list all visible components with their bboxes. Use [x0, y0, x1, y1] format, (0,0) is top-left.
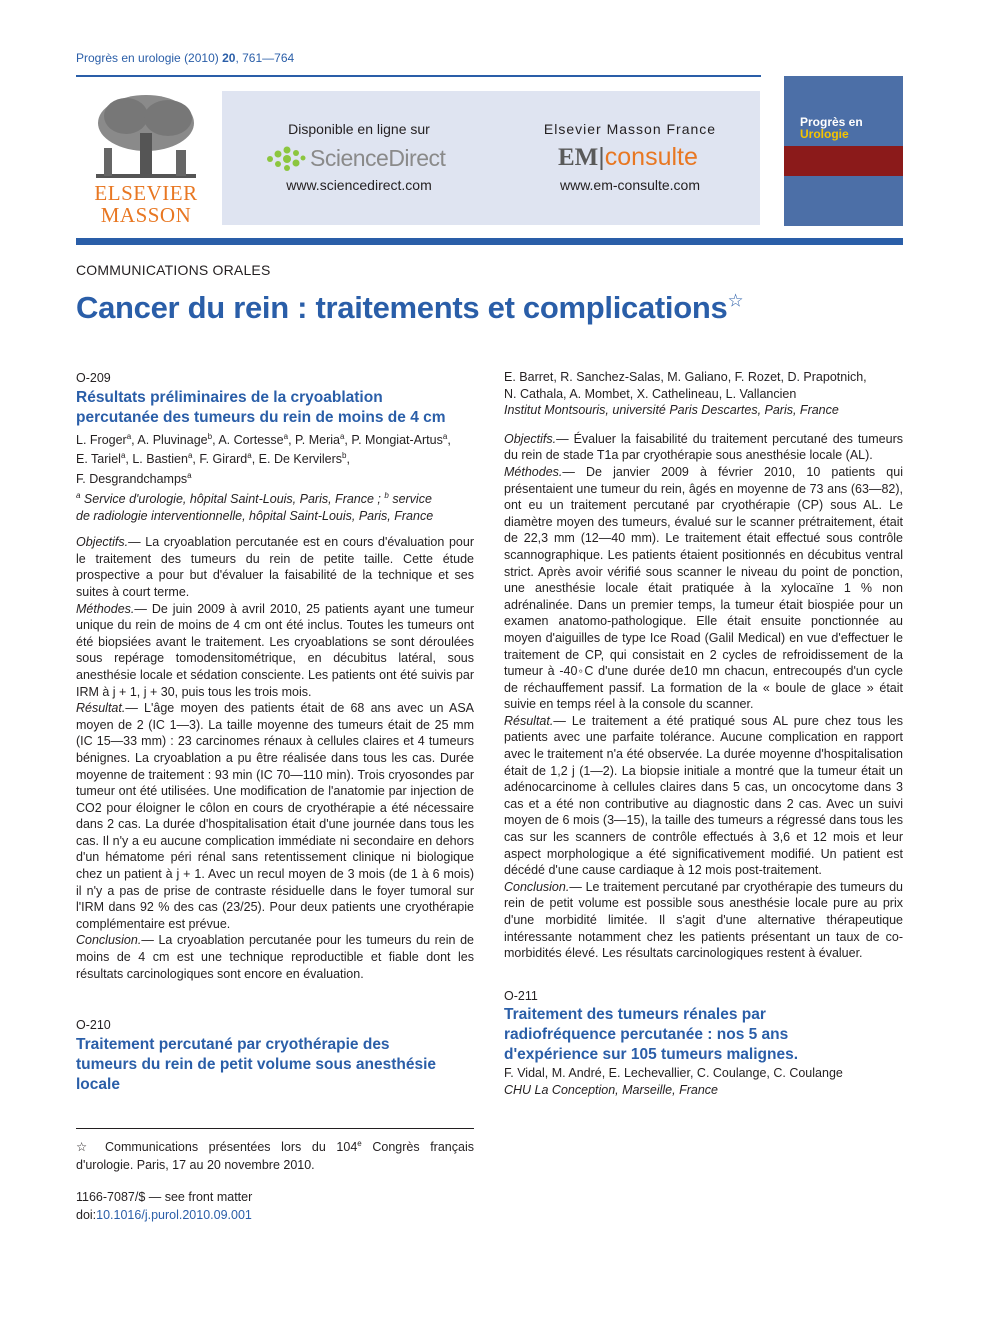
emconsulte-logo: EM|consulte — [558, 143, 698, 171]
abstract-title: Traitement des tumeurs rénales par radiofréquence percutanée : nos 5 ans d'expérience sur 105 tumeurs malignes. — [504, 1006, 799, 1064]
header-top-rule — [76, 75, 761, 77]
emconsulte-label: Elsevier Masson France — [543, 121, 717, 137]
footnote: ☆ Communications présentées lors du 104e Congrès français d'urologie. Paris, 17 au 20 novembre 2010. — [76, 1139, 474, 1173]
issn-doi: 1166-7087/$ — see front matter doi:10.1016/j.purol.2010.09.001 — [76, 1190, 253, 1222]
abstract-title: Résultats préliminaires de la cryoablation percutanée des tumeurs du rein de moins de 4 cm — [76, 388, 446, 426]
abstract-authors: L. Froger$^a$, A. Pluvinage$^b$, A. Cortesse$^a$, P. Meria$^a$, P. Mongiat-Artus$^a$, E. Tariel$^a$, L. Bastien$^a$, F. Girard$^a$, E. De Kervilers$^b$, F. Desgrandchamps$^a$ — [76, 431, 451, 487]
left-column — [76, 370, 474, 1095]
sciencedirect-url[interactable]: www.sciencedirect.com — [286, 177, 432, 193]
abstract-affiliation: CHU La Conception, Marseille, France — [504, 1082, 718, 1097]
abstract-number: O-209 — [76, 371, 111, 385]
right-column — [504, 369, 903, 1099]
elsevier-masson-wordmark: ELSEVIER MASSON — [94, 181, 198, 227]
abstract-conclusion: Conclusion.— Le traitement percutané par cryothérapie des tumeurs du rein de petit volume est possible sous anesthésie locale pure au prix d'une morbidité limitée. Il s'agit d'une alternative thérapeutique intéressante notamment chez les patients présentant un taux de co-morbidités élevé. Les résultats carcinologiques restent à évaluer. — [504, 879, 903, 961]
sciencedirect-logo: ScienceDirect — [310, 145, 446, 171]
journal-cover-thumbnail — [784, 76, 903, 226]
abstract-affiliation: Institut Montsouris, université Paris Descartes, Paris, France — [504, 403, 839, 418]
abstract-methodes: Méthodes.— De juin 2009 à avril 2010, 25 patients ayant une tumeur unique du rein de moins de 4 cm ont été inclus. Toutes les tumeurs ont été biopsiées avant le traitement. Les cryoablations se sont déroulées sous repérage tomodensitométrique, en décubitus latéral, sous anesthésie locale et sédation consciente. Les patients ont été suivis par IRM à j + 1, j + 30, puis tous les trois mois. — [76, 601, 474, 699]
cover-image-band — [784, 146, 903, 176]
abstract-affiliation: $^a$ Service d'urologie, hôpital Saint-Louis, Paris, France ; $^b$ service de radiologie interventionnelle, hôpital Saint-Louis, Paris, France — [76, 490, 434, 523]
title-footnote-marker: ☆ — [727, 290, 744, 311]
page-title: Cancer du rein : traitements et complications☆ — [76, 290, 744, 325]
abstract-number: O-211 — [504, 988, 538, 1003]
abstract-authors: F. Vidal, M. André, E. Lechevallier, C. Coulange, C. Coulange — [504, 1066, 843, 1081]
doi-link[interactable]: 10.1016/j.purol.2010.09.001 — [96, 1208, 252, 1222]
header-bottom-rule — [76, 238, 903, 245]
abstract-resultat: Résultat.— L'âge moyen des patients était de 68 ans avec un ASA moyen de 2 (IC 1—3). La taille moyenne des tumeurs était de 25 mm (IC 15—33 mm) : 23 carcinomes rénaux à cellules claires et 4 tumeurs bénignes. La cryoablation a pu être réalisée dans tous les cas. Durée moyenne de traitement : 93 min (IC 70—110 min). Trois cryosondes par tumeur ont été utilisées. Une modification de l'anatomie par injection de CO2 pour éloigner le côlon en cours de cryothérapie a été nécessaire dans 2 cas. La durée d'hospitalisation était d'une journée dans tous les cas. Il n'y a eu aucune complication immédiate ni secondaire en dehors d'un hématome péri rénal sans retentissement clinique ni biologique chez un patient à j + 1. Avec un recul moyen de 3 mois (de 1 à 6 mois) il n'y a pas de prise de contraste résiduelle dans le foyer tumoral sur l'IRM dans 92 % des cas (23/25). Pour deux patients une cryothérapie complémentaire est prévue. — [76, 701, 474, 931]
abstract-objectifs: Objectifs.— La cryoablation percutanée est en cours d'évaluation pour le traitement des tumeurs du rein de petite taille. Cette étude prospective a pour but d'évaluer la faisabilité de la technique et ses suites à court terme. — [76, 535, 474, 599]
emconsulte-url[interactable]: www.em-consulte.com — [559, 177, 701, 193]
abstract-objectifs: Objectifs.— Évaluer la faisabilité du traitement percutané des tumeurs du rein de stade T1a par cryothérapie sous anesthésie locale (AL). — [504, 431, 903, 463]
footnote-rule — [76, 1128, 474, 1129]
abstract-methodes: Méthodes.— De janvier 2009 à février 2010, 10 patients qui présentaient une tumeur du rein, âgés en moyenne de 73 ans (63—82), ont eu un traitement percutané par cryothérapie (CP) sous AL. Le diamètre moyen des tumeurs, évalué sur le scanner prétraitement, était de 22,3 mm (12—40 mm). Le traitement était effectué sous contrôle scannographique. Les patients étaient positionnés en décubitus ventral strict. Après avoir vérifié sous scanner le niveau du point de ponction, une anesthésie locale était pratiquée à la xylocaïne 1 % non adrénalinée. Dans un premier temps, la tumeur était biospiée pour un examen anatomo-pathologique. Elle était ensuite ponctionnée au moyen d'aiguilles de type Ice Road (Galil Medical) en vue d'effectuer le traitement de CP, qui consistait en 2 cycles de refroidissement de la tumeur à -40◦C d'une durée de10 mn chacun, entrecoupés d'un cycle de réchauffement passif. La formation de la « boule de glace » était suivie en temps réel à la console du scanner. — [504, 464, 903, 712]
abstract-number: O-210 — [76, 1018, 111, 1033]
abstract-title: Traitement percutané par cryothérapie des tumeurs du rein de petit volume sous anesthésie locale — [76, 1035, 437, 1093]
sciencedirect-label: Disponible en ligne sur — [288, 121, 430, 137]
abstract-conclusion: Conclusion.— La cryoablation percutanée pour les tumeurs du rein de moins de 4 cm est une technique reproductible et fiable dont les résultats carcinologiques sont encore en évaluation. — [76, 933, 474, 981]
journal-citation: Progrès en urologie (2010) 20, 761—764 — [76, 51, 295, 65]
sciencedirect-leaf-icon — [264, 143, 308, 175]
abstract-resultat: Résultat.— Le traitement a été pratiqué sous AL pure chez tous les patients avec une parfaite tolérance. Aucune complication en rapport avec le traitement n'a été observée. La durée moyenne d'hospitalisation était de 1,2 j (1—2). La biopsie initiale a montré que la tumeur était un adénocarcinome à cellules claires dans 5 cas, un oncocytome dans 3 cas et a été non contributive au diagnostic dans 2 cas. Avec un suivi moyen de 6 mois (3—15), la taille des tumeurs a régressé dans tous les cas sur les scanners de contrôle effectués à 3,6 et 12 mois et leur aspect morphologique a été significativement modifié. Un patient est décédé d'une cause cardiaque à 12 mois post-traitement. — [504, 713, 903, 878]
section-label: COMMUNICATIONS ORALES — [76, 262, 271, 278]
cover-title: Progrès en Urologie — [800, 115, 863, 141]
abstract-authors: E. Barret, R. Sanchez-Salas, M. Galiano, F. Rozet, D. Prapotnich, N. Cathala, A. Mombet, X. Cathelineau, L. Vallancien — [504, 370, 867, 401]
